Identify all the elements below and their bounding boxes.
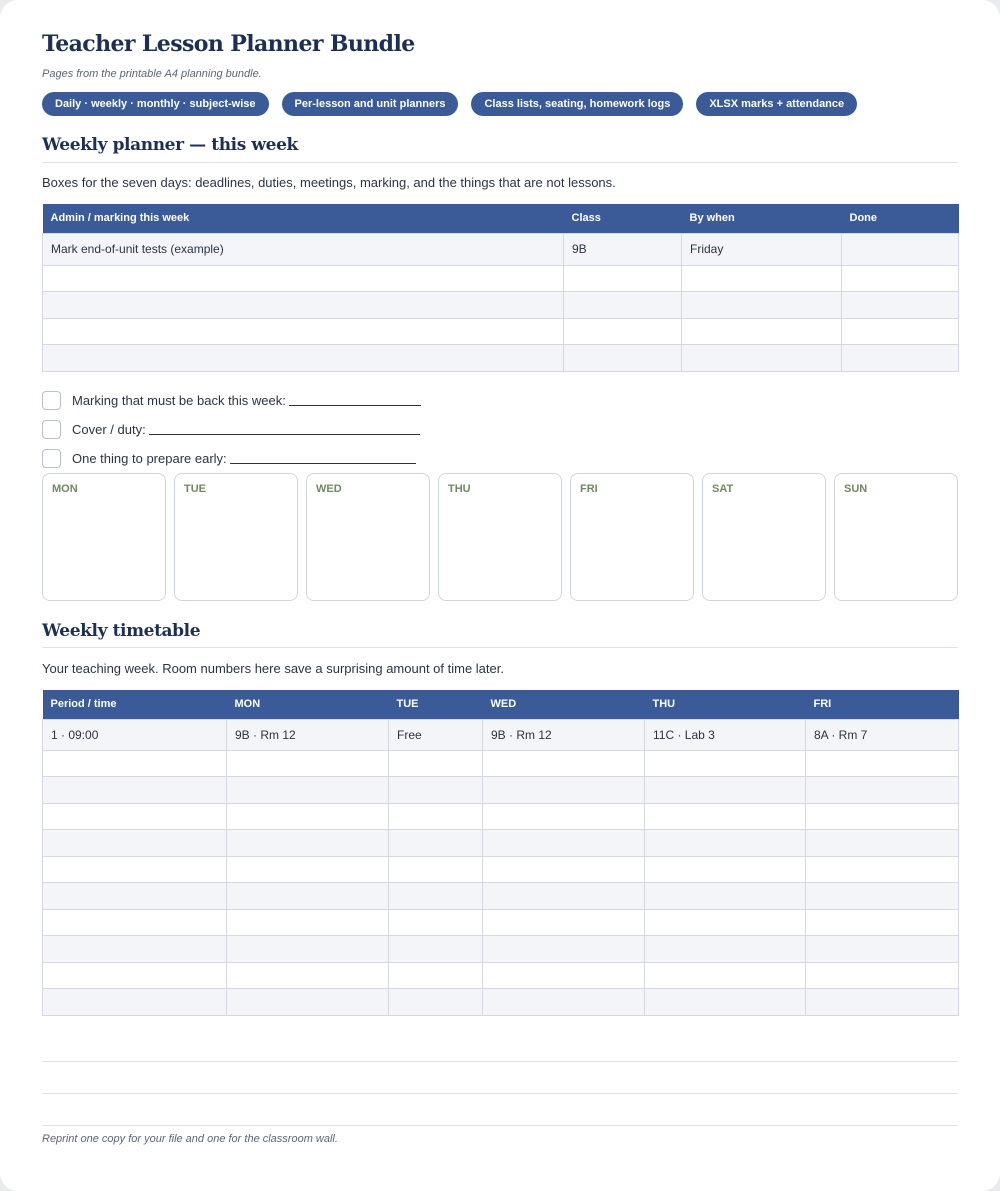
timetable-cell[interactable] — [806, 883, 959, 910]
day-boxes — [42, 473, 958, 601]
footer-note: Reprint one copy for your file and one for the classroom wall. — [42, 1133, 338, 1145]
timetable-cell[interactable] — [43, 936, 227, 963]
timetable-cell[interactable] — [806, 936, 959, 963]
timetable-cell[interactable] — [389, 936, 483, 963]
admin-cell[interactable] — [43, 318, 564, 345]
write-in-line[interactable] — [149, 434, 420, 435]
admin-cell[interactable] — [564, 345, 682, 372]
timetable-header: MON — [227, 690, 389, 719]
table-row — [43, 233, 959, 265]
checklist-label: One thing to prepare early: — [72, 451, 227, 466]
timetable-header: Period / time — [43, 690, 227, 719]
timetable-cell[interactable] — [43, 777, 227, 804]
timetable-cell[interactable] — [43, 750, 227, 777]
table-row — [43, 777, 959, 804]
weekly-timetable — [42, 690, 959, 1016]
pill-class-lists[interactable]: Class lists, seating, homework logs — [471, 92, 683, 116]
timetable-cell[interactable] — [806, 989, 959, 1016]
weekly-checklist — [42, 386, 421, 473]
table-row — [43, 750, 959, 777]
section-divider — [42, 162, 958, 163]
admin-header: By when — [682, 204, 842, 233]
timetable-cell[interactable] — [483, 962, 645, 989]
table-row — [43, 883, 959, 910]
weekly-planner-title: Weekly planner — this week — [42, 135, 298, 155]
admin-cell[interactable] — [43, 265, 564, 292]
timetable-cell[interactable] — [227, 883, 389, 910]
timetable-cell[interactable] — [43, 883, 227, 910]
pill-daily-weekly[interactable]: Daily · weekly · monthly · subject-wise — [42, 92, 269, 116]
admin-cell[interactable] — [682, 345, 842, 372]
timetable-cell[interactable] — [645, 856, 806, 883]
timetable-cell[interactable] — [483, 989, 645, 1016]
admin-header: Admin / marking this week — [43, 204, 564, 233]
timetable-cell[interactable]: 11C · Lab 3 — [645, 719, 806, 750]
admin-cell[interactable] — [682, 318, 842, 345]
admin-cell[interactable] — [842, 233, 959, 265]
admin-cell[interactable] — [842, 265, 959, 292]
timetable-cell[interactable] — [483, 803, 645, 830]
timetable-cell[interactable] — [227, 909, 389, 936]
timetable-cell[interactable] — [806, 909, 959, 936]
timetable-cell[interactable] — [227, 830, 389, 857]
day-box-mon[interactable] — [42, 473, 166, 601]
timetable-cell[interactable] — [483, 830, 645, 857]
weekly-planner-lead: Boxes for the seven days: deadlines, duties, meetings, marking, and the things that are not lessons. — [42, 175, 616, 190]
timetable-cell[interactable] — [645, 936, 806, 963]
day-box-wed[interactable] — [306, 473, 430, 601]
notes-line[interactable] — [42, 1125, 958, 1126]
table-row — [43, 830, 959, 857]
checklist-item — [42, 415, 421, 444]
timetable-cell[interactable] — [43, 830, 227, 857]
admin-cell[interactable]: Friday — [682, 233, 842, 265]
table-row — [43, 989, 959, 1016]
timetable-cell[interactable] — [227, 962, 389, 989]
section-divider — [42, 647, 958, 648]
timetable-cell[interactable] — [389, 803, 483, 830]
checklist-item — [42, 386, 421, 415]
table-row — [43, 345, 959, 372]
write-in-line[interactable] — [289, 405, 421, 406]
pill-xlsx-marks[interactable]: XLSX marks + attendance — [696, 92, 857, 116]
timetable-cell[interactable] — [227, 750, 389, 777]
timetable-cell[interactable] — [645, 777, 806, 804]
timetable-cell[interactable] — [645, 962, 806, 989]
day-label: SUN — [844, 483, 868, 495]
timetable-cell[interactable] — [483, 909, 645, 936]
timetable-cell[interactable] — [43, 909, 227, 936]
timetable-cell[interactable] — [483, 777, 645, 804]
day-label: TUE — [184, 483, 206, 495]
admin-header: Class — [564, 204, 682, 233]
page-title: Teacher Lesson Planner Bundle — [42, 31, 415, 57]
checkbox[interactable] — [42, 449, 61, 468]
timetable-cell[interactable] — [645, 909, 806, 936]
timetable-cell[interactable]: 9B · Rm 12 — [227, 719, 389, 750]
day-box-tue[interactable] — [174, 473, 298, 601]
timetable-cell[interactable] — [645, 750, 806, 777]
timetable-cell[interactable] — [43, 803, 227, 830]
day-label: SAT — [712, 483, 734, 495]
pill-lesson-unit[interactable]: Per-lesson and unit planners — [282, 92, 459, 116]
timetable-cell[interactable] — [806, 803, 959, 830]
timetable-lead: Your teaching week. Room numbers here save a surprising amount of time later. — [42, 661, 504, 676]
admin-cell[interactable] — [564, 265, 682, 292]
day-box-sun[interactable] — [834, 473, 958, 601]
table-row — [43, 936, 959, 963]
admin-cell[interactable] — [842, 292, 959, 319]
admin-cell[interactable] — [564, 318, 682, 345]
timetable-cell[interactable] — [806, 962, 959, 989]
timetable-cell[interactable] — [389, 962, 483, 989]
table-row — [43, 909, 959, 936]
timetable-cell[interactable]: 1 · 09:00 — [43, 719, 227, 750]
admin-cell[interactable] — [842, 345, 959, 372]
day-label: THU — [448, 483, 471, 495]
timetable-cell[interactable] — [645, 803, 806, 830]
day-label: MON — [52, 483, 78, 495]
table-row — [43, 719, 959, 750]
timetable-cell[interactable] — [483, 883, 645, 910]
timetable-cell[interactable] — [806, 777, 959, 804]
admin-cell[interactable] — [682, 292, 842, 319]
checkbox[interactable] — [42, 420, 61, 439]
timetable-cell[interactable] — [389, 856, 483, 883]
day-label: WED — [316, 483, 342, 495]
notes-line[interactable] — [42, 1093, 958, 1094]
timetable-cell[interactable] — [389, 883, 483, 910]
page-subtitle: Pages from the printable A4 planning bundle. — [42, 68, 262, 80]
timetable-cell[interactable] — [483, 936, 645, 963]
write-in-line[interactable] — [230, 463, 416, 464]
timetable-cell[interactable] — [227, 777, 389, 804]
timetable-cell[interactable] — [389, 909, 483, 936]
admin-cell[interactable]: Mark end-of-unit tests (example) — [43, 233, 564, 265]
checkbox[interactable] — [42, 391, 61, 410]
timetable-cell[interactable] — [806, 830, 959, 857]
timetable-cell[interactable] — [227, 803, 389, 830]
admin-cell[interactable]: 9B — [564, 233, 682, 265]
timetable-header: FRI — [806, 690, 959, 719]
checklist-label: Cover / duty: — [72, 422, 146, 437]
feature-pills — [42, 92, 857, 116]
timetable-cell[interactable] — [389, 750, 483, 777]
timetable-cell[interactable] — [645, 830, 806, 857]
timetable-title: Weekly timetable — [42, 621, 201, 641]
timetable-cell[interactable] — [483, 856, 645, 883]
notes-line[interactable] — [42, 1061, 958, 1062]
admin-cell[interactable] — [43, 345, 564, 372]
timetable-cell[interactable] — [389, 989, 483, 1016]
day-box-sat[interactable] — [702, 473, 826, 601]
table-row — [43, 292, 959, 319]
timetable-cell[interactable] — [227, 936, 389, 963]
checklist-label: Marking that must be back this week: — [72, 393, 286, 408]
timetable-cell[interactable] — [389, 830, 483, 857]
timetable-cell[interactable] — [483, 750, 645, 777]
timetable-cell[interactable] — [645, 883, 806, 910]
day-box-thu[interactable] — [438, 473, 562, 601]
timetable-cell[interactable] — [43, 856, 227, 883]
timetable-cell[interactable] — [806, 856, 959, 883]
day-box-fri[interactable] — [570, 473, 694, 601]
timetable-cell[interactable]: 8A · Rm 7 — [806, 719, 959, 750]
admin-header: Done — [842, 204, 959, 233]
admin-cell[interactable] — [564, 292, 682, 319]
table-row — [43, 265, 959, 292]
timetable-cell[interactable]: Free — [389, 719, 483, 750]
admin-cell[interactable] — [682, 265, 842, 292]
admin-cell[interactable] — [43, 292, 564, 319]
timetable-cell[interactable] — [227, 856, 389, 883]
timetable-cell[interactable] — [227, 989, 389, 1016]
admin-cell[interactable] — [842, 318, 959, 345]
timetable-header: THU — [645, 690, 806, 719]
timetable-cell[interactable] — [806, 750, 959, 777]
day-label: FRI — [580, 483, 598, 495]
timetable-cell[interactable] — [43, 989, 227, 1016]
table-row — [43, 318, 959, 345]
timetable-header: WED — [483, 690, 645, 719]
timetable-cell[interactable] — [43, 962, 227, 989]
table-row — [43, 803, 959, 830]
timetable-cell[interactable] — [389, 777, 483, 804]
checklist-item — [42, 444, 421, 473]
timetable-cell[interactable]: 9B · Rm 12 — [483, 719, 645, 750]
table-row — [43, 962, 959, 989]
table-row — [43, 856, 959, 883]
timetable-header: TUE — [389, 690, 483, 719]
timetable-cell[interactable] — [645, 989, 806, 1016]
admin-marking-table — [42, 204, 959, 372]
